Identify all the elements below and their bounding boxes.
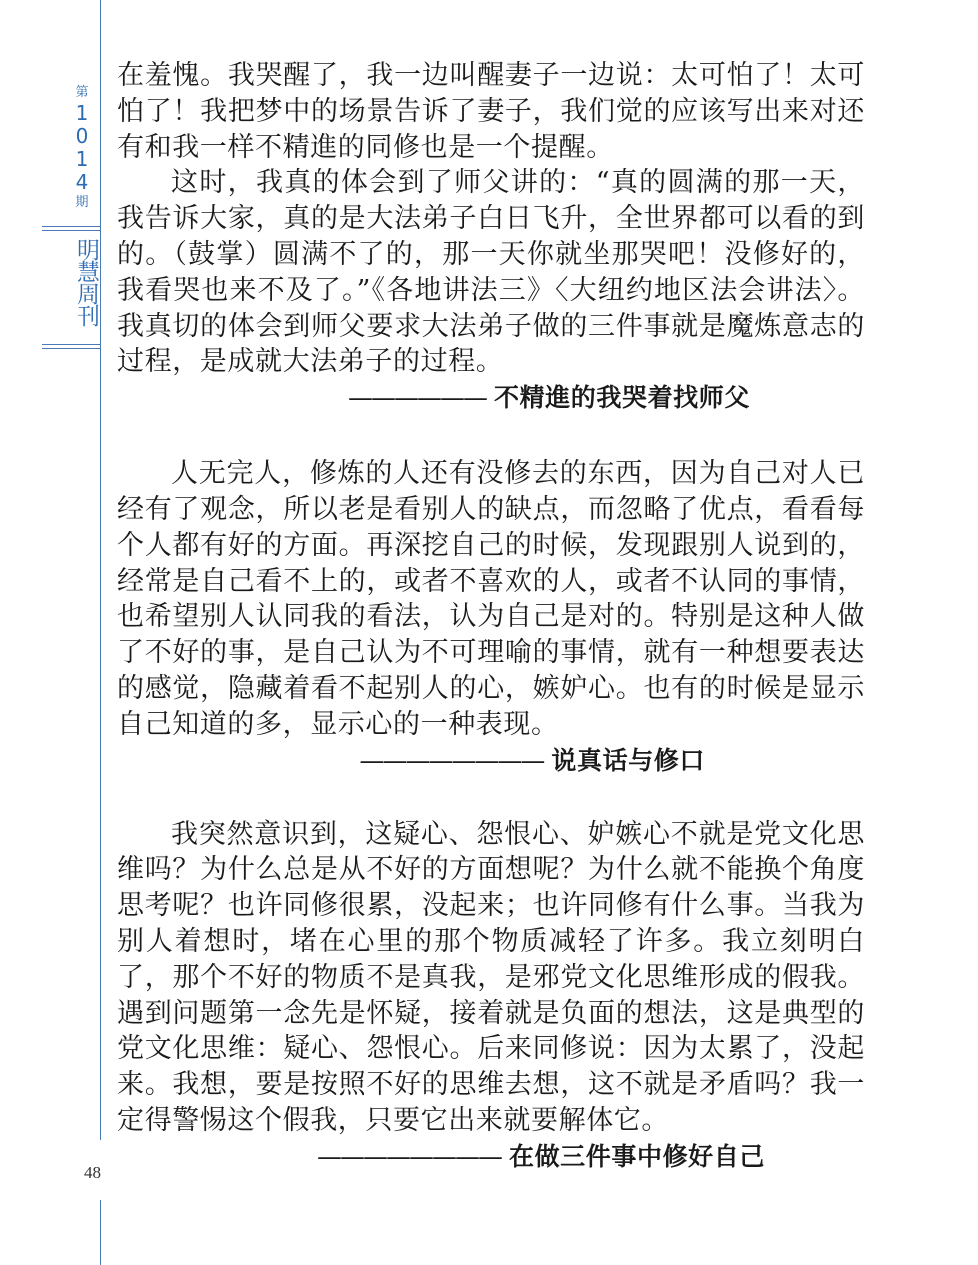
issue-divider (42, 226, 100, 231)
attribution-title: 在做三件事中修好自己 (508, 1141, 765, 1171)
attribution-dash: ———————— (359, 745, 544, 775)
section-attribution (117, 743, 865, 779)
magazine-title: 明慧周刊 (73, 238, 99, 326)
attribution-title: 不精進的我哭着找师父 (493, 383, 750, 413)
issue-number (62, 84, 102, 212)
issue-suffix: 期 (75, 195, 89, 210)
paragraph: 人无完人，修炼的人还有没修去的东西，因为自己对人已经有了观念，所以老是看别人的缺点，而忽略了优点，看看每个人都有好的方面。再深挖自己的时候，发现跟别人说到的，经常是自己看不上的，或者不喜欢的人，或者不认同的事情，也希望别人认同我的看法，认为自己是对的。特别是这种人做了不好的事，是自己认为不可理喻的事情，就有一种想要表达的感觉，隐藏着看不起别人的心，嫉妒心。也有的时候是显示自己知道的多，显示心的一种表现。 (117, 458, 865, 740)
issue-prefix: 第 (75, 85, 89, 100)
issue-digit: 1 (75, 101, 89, 125)
attribution-title: 说真话与修口 (551, 745, 705, 775)
attribution-dash: —————— (347, 383, 486, 413)
section-gap (117, 779, 865, 817)
paragraph: 这时，我真的体会到了师父讲的：“真的圆满的那一天，我告诉大家，真的是大法弟子白日飞升，全世界都可以看的到的。（鼓掌）圆满不了的，那一天你就坐那哭吧！没修好的，我看哭也来不及了。”《各地讲法三》〈大纽约地区法会讲法〉。我真切的体会到师父要求大法弟子做的三件事就是魔炼意志的过程，是成就大法弟子的过程。 (117, 167, 865, 378)
issue-digit: 4 (75, 170, 89, 194)
spine-divider-lower (100, 1200, 101, 1265)
paragraph: 在羞愧。我哭醒了，我一边叫醒妻子一边说：太可怕了！太可怕了！我把梦中的场景告诉了妻子，我们觉的应该写出来对还有和我一样不精進的同修也是一个提醒。 (117, 60, 865, 163)
magazine-title-divider (42, 344, 100, 349)
issue-digit: 0 (75, 124, 89, 148)
section-gap (117, 416, 865, 456)
sidebar-background (0, 0, 42, 1265)
paragraph: 我突然意识到，这疑心、怨恨心、妒嫉心不就是党文化思维吗？为什么总是从不好的方面想呢？为什么就不能换个角度思考呢？也许同修很累，没起来；也许同修有什么事。当我为别人着想时，堵在心里的那个物质减轻了许多。我立刻明白了，那个不好的物质不是真我，是邪党文化思维形成的假我。遇到问题第一念先是怀疑，接着就是负面的想法，这是典型的党文化思维：疑心、怨恨心。后来同修说：因为太累了，没起来。我想，要是按照不好的思维去想，这不就是矛盾吗？我一定得警惕这个假我，只要它出来就要解体它。 (117, 818, 865, 1136)
article-body (117, 58, 865, 1175)
section-attribution (117, 1139, 865, 1175)
attribution-dash: ———————— (316, 1141, 501, 1171)
section-attribution (117, 380, 865, 416)
issue-digit: 1 (75, 147, 89, 171)
page-number: 48 (84, 1163, 101, 1182)
